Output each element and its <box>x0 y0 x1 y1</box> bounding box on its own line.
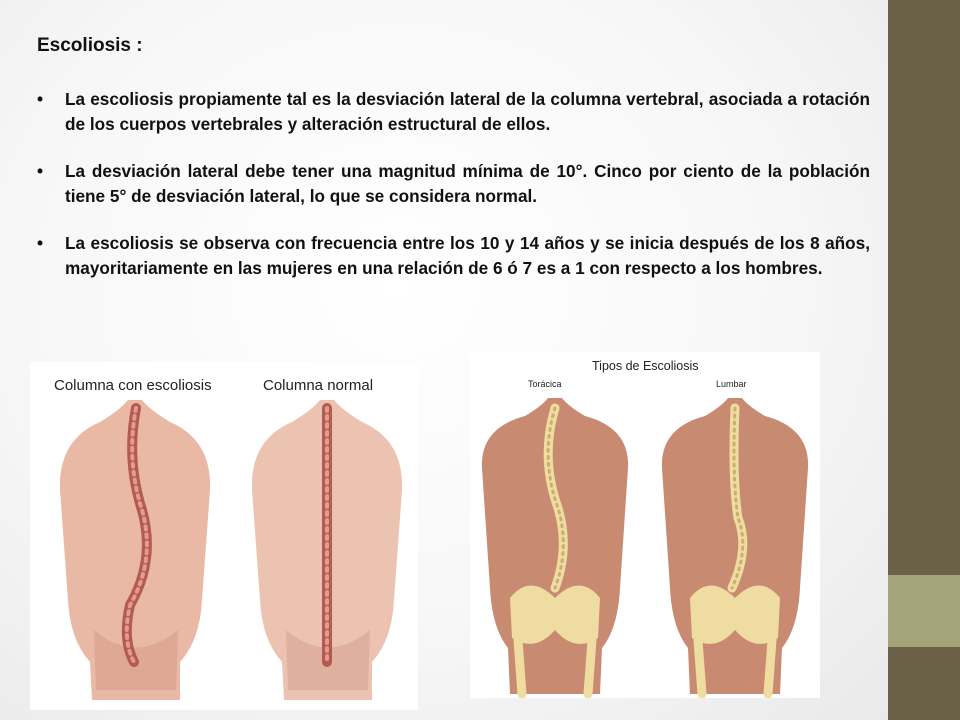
thoracic-scoliosis-illustration <box>482 398 628 694</box>
caption-normal: Columna normal <box>263 377 374 394</box>
types-heading: Tipos de Escoliosis <box>592 359 699 373</box>
bullet-icon: • <box>37 89 44 109</box>
back-illustrations-left <box>30 400 418 710</box>
caption-thoracic: Torácica <box>528 379 562 389</box>
caption-scoliosis: Columna con escoliosis <box>54 377 212 394</box>
bullet-list <box>37 87 870 303</box>
bullet-text: La desviación lateral debe tener una magnitud mínima de 10°. Cinco por ciento de la población tiene 5° de desviación lateral, lo que se considera normal. <box>65 161 870 206</box>
caption-lumbar: Lumbar <box>716 379 747 389</box>
bullet-icon: • <box>37 161 44 181</box>
back-normal-illustration <box>252 400 402 700</box>
bullet-item <box>37 231 870 281</box>
lumbar-scoliosis-illustration <box>662 398 808 694</box>
back-illustrations-right <box>470 398 820 698</box>
side-accent-block <box>888 575 960 647</box>
spine-comparison-figure <box>30 362 418 710</box>
bullet-text: La escoliosis se observa con frecuencia entre los 10 y 14 años y se inicia después de los 8 años, mayoritariamente en las mujeres en una relación de 6 ó 7 es a 1 con respecto a los hombres. <box>65 233 870 278</box>
back-with-scoliosis-illustration <box>60 400 210 700</box>
bullet-item <box>37 159 870 209</box>
slide-title: Escoliosis : <box>37 35 143 56</box>
scoliosis-types-figure <box>470 352 820 698</box>
bullet-text: La escoliosis propiamente tal es la desviación lateral de la columna vertebral, asociada a rotación de los cuerpos vertebrales y alteración estructural de ellos. <box>65 89 870 134</box>
bullet-item <box>37 87 870 137</box>
bullet-icon: • <box>37 233 44 253</box>
